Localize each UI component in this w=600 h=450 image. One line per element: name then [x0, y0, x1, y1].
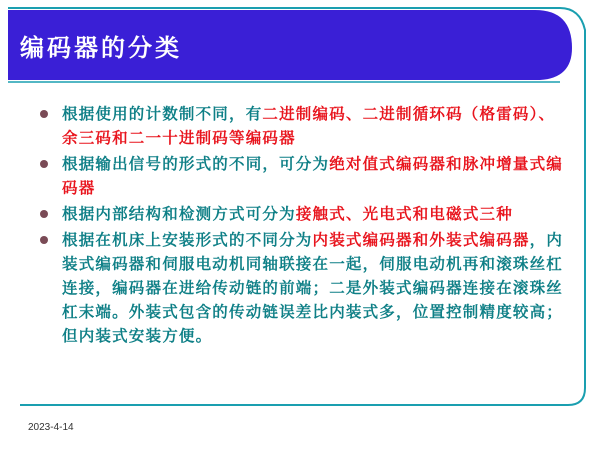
page-title: 编码器的分类: [20, 34, 182, 62]
item-text: 根据在机床上安装形式的不同分为: [62, 230, 313, 249]
bullet-list: [38, 102, 570, 350]
bullet-dot-icon: [40, 236, 48, 244]
item-text: 根据输出信号的形式的不同，可分为: [62, 154, 330, 173]
item-text: 根据使用的计数制不同，有: [62, 104, 263, 123]
item-text-continued: ，内装式编码器和伺服电动机同轴联接在一起，伺服电动机再和滚珠丝杠连接，编码器在进给传动链的前端；二是外装式编码器连接在滚珠丝杠末端。外装式包含的传动链误差比内装式多，位置控制精度较高；但内装式安装方便。: [62, 230, 564, 345]
item-text: 根据内部结构和检测方式可分为: [62, 204, 296, 223]
title-bar: [0, 0, 600, 88]
bullet-dot-icon: [40, 110, 48, 118]
item-highlight: 绝对值式编码器和脉冲增量式编码器: [62, 154, 564, 197]
bullet-dot-icon: [40, 210, 48, 218]
list-item: [38, 102, 570, 150]
item-highlight: 二进制编码、二进制循环码（格雷码）、余三码和二一十进制码等编码器: [62, 104, 556, 147]
item-highlight: 接触式、光电式和电磁式三种: [295, 204, 513, 223]
list-item: [38, 152, 570, 200]
item-highlight: 内装式编码器和外装式编码器: [312, 230, 530, 249]
bullet-dot-icon: [40, 160, 48, 168]
slide-date: 2023-4-14: [28, 422, 74, 433]
list-item: [38, 202, 570, 226]
list-item: [38, 228, 570, 348]
